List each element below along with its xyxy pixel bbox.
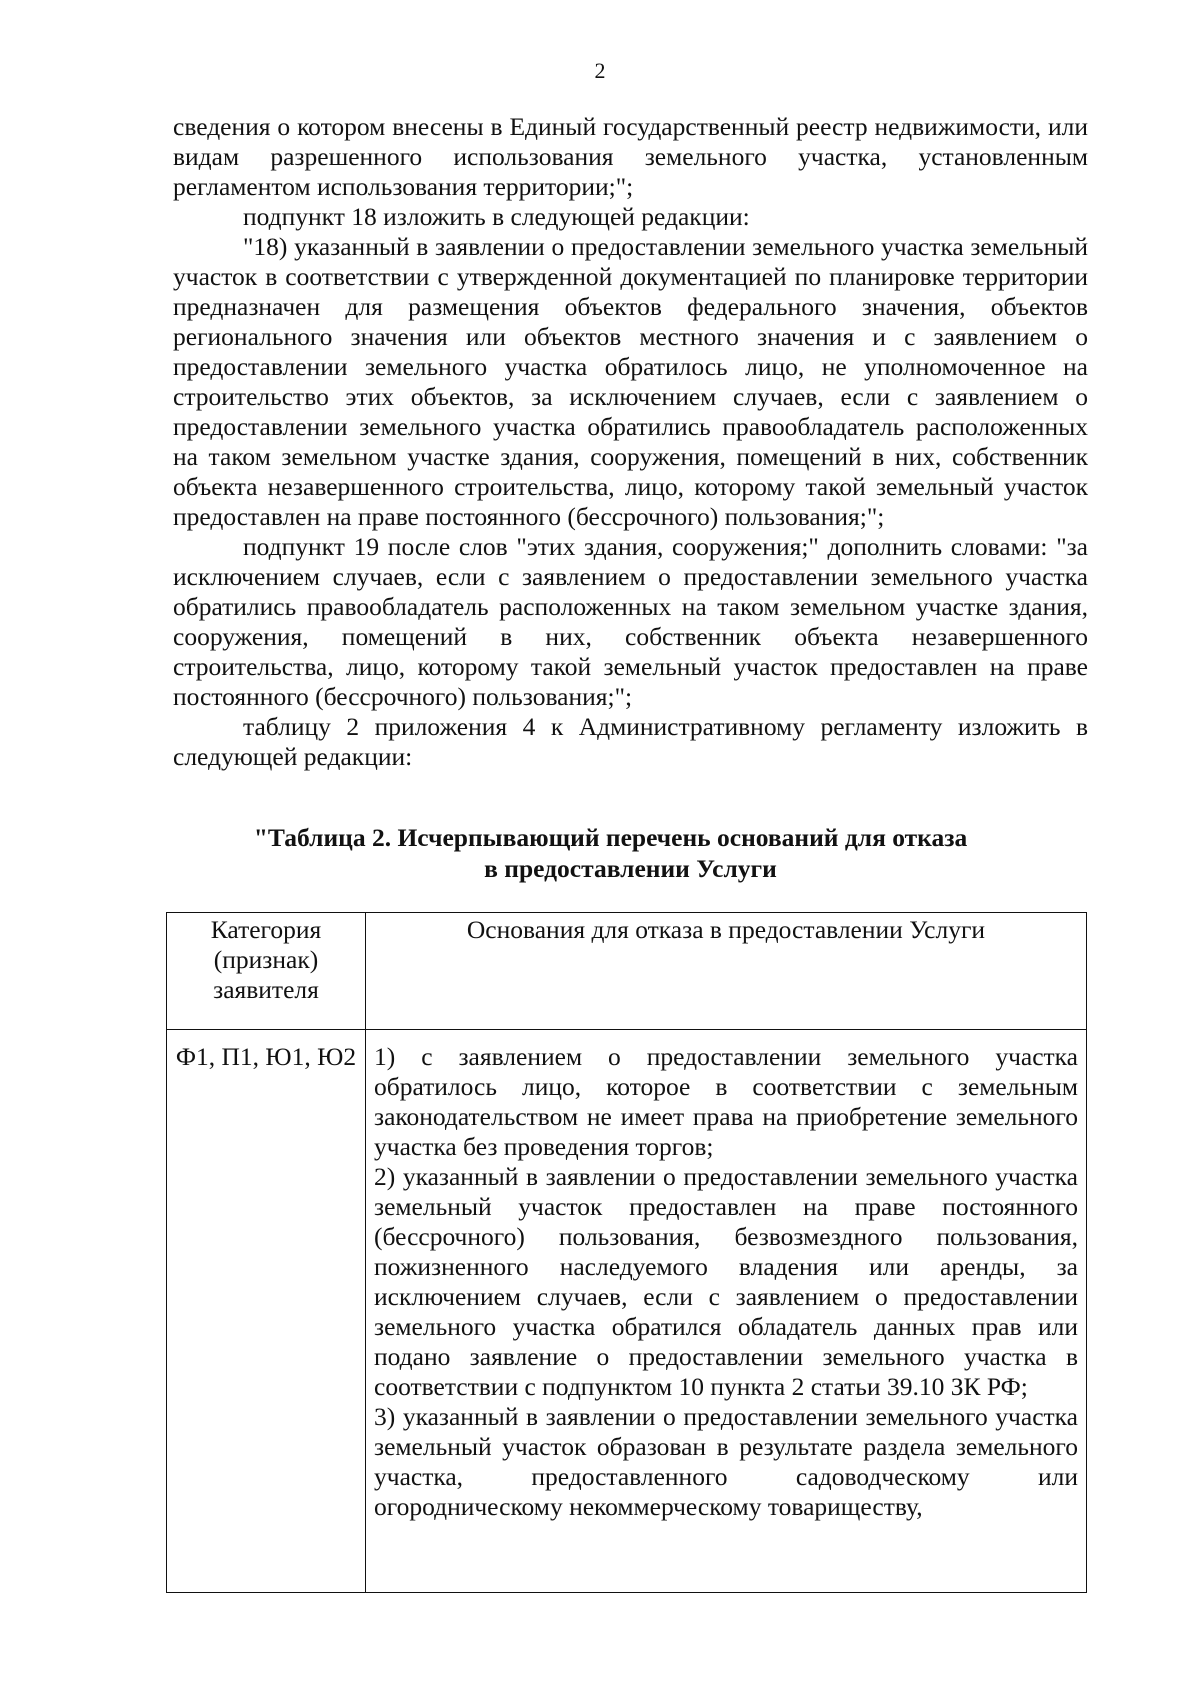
reason-item-1: 1) с заявлением о предоставлении земельного участка обратилось лицо, которое в соответствии с земельным законодательством не имеет права на приобретение земельного участка без проведения торгов; (374, 1042, 1078, 1161)
reasons-table (166, 912, 1087, 1593)
table-header-row (167, 913, 1087, 1030)
paragraph-subitem-19: подпункт 19 после слов "этих здания, сооружения;" дополнить словами: "за исключением случаев, если с заявлением о предоставлении земельного участка обратились правообладатель расположенных на таком земельном участке здания, сооружения, помещений в них, собственник объекта незавершенного строительства, лицо, которому такой земельный участок предоставлен на праве постоянного (бессрочного) пользования;"; (173, 532, 1088, 711)
paragraph-table-intro: таблицу 2 приложения 4 к Административному регламенту изложить в следующей редакции: (173, 712, 1088, 771)
paragraph-continuation: сведения о котором внесены в Единый государственный реестр недвижимости, или видам разрешенного использования земельного участка, установленным регламентом использования территории;"; (173, 112, 1088, 201)
paragraph-subitem-18-intro: подпункт 18 изложить в следующей редакции: (243, 202, 750, 231)
category-cell: Ф1, П1, Ю1, Ю2 (167, 1030, 366, 1593)
table-title (173, 822, 1088, 884)
table-row (167, 1030, 1087, 1593)
body-text (173, 112, 1088, 772)
header-reasons: Основания для отказа в предоставлении Услуги (366, 913, 1087, 1030)
table-title-line-1: "Таблица 2. Исчерпывающий перечень оснований для отказа (253, 823, 968, 852)
reasons-cell (366, 1030, 1087, 1593)
reason-item-3: 3) указанный в заявлении о предоставлении земельного участка земельный участок образован в результате раздела земельного участка, предоставленного садоводческому или огородническому некоммерческому товариществу, (374, 1402, 1078, 1521)
paragraph-subitem-18-text: "18) указанный в заявлении о предоставлении земельного участка земельный участок в соответствии с утвержденной документацией по планировке территории предназначен для размещения объектов федерального значения, объектов регионального значения или объектов местного значения и с заявлением о предоставлении земельного участка обратилось лицо, не уполномоченное на строительство этих объектов, за исключением случаев, если с заявлением о предоставлении земельного участка обратились правообладатель расположенных на таком земельном участке здания, сооружения, помещений в них, собственник объекта незавершенного строительства, лицо, которому такой земельный участок предоставлен на праве постоянного (бессрочного) пользования;"; (173, 232, 1088, 531)
header-category: Категория (признак) заявителя (167, 913, 366, 1030)
table-title-line-2: в предоставлении Услуги (484, 854, 777, 883)
page-number: 2 (594, 58, 606, 83)
reason-item-2: 2) указанный в заявлении о предоставлении земельного участка земельный участок предоставлен на праве постоянного (бессрочного) пользования, безвозмездного пользования, пожизненного наследуемого владения или аренды, за исключением случаев, если с заявлением о предоставлении земельного участка обратился обладатель данных прав или подано заявление о предоставлении земельного участка в соответствии с подпунктом 10 пункта 2 статьи 39.10 ЗК РФ; (374, 1162, 1078, 1401)
